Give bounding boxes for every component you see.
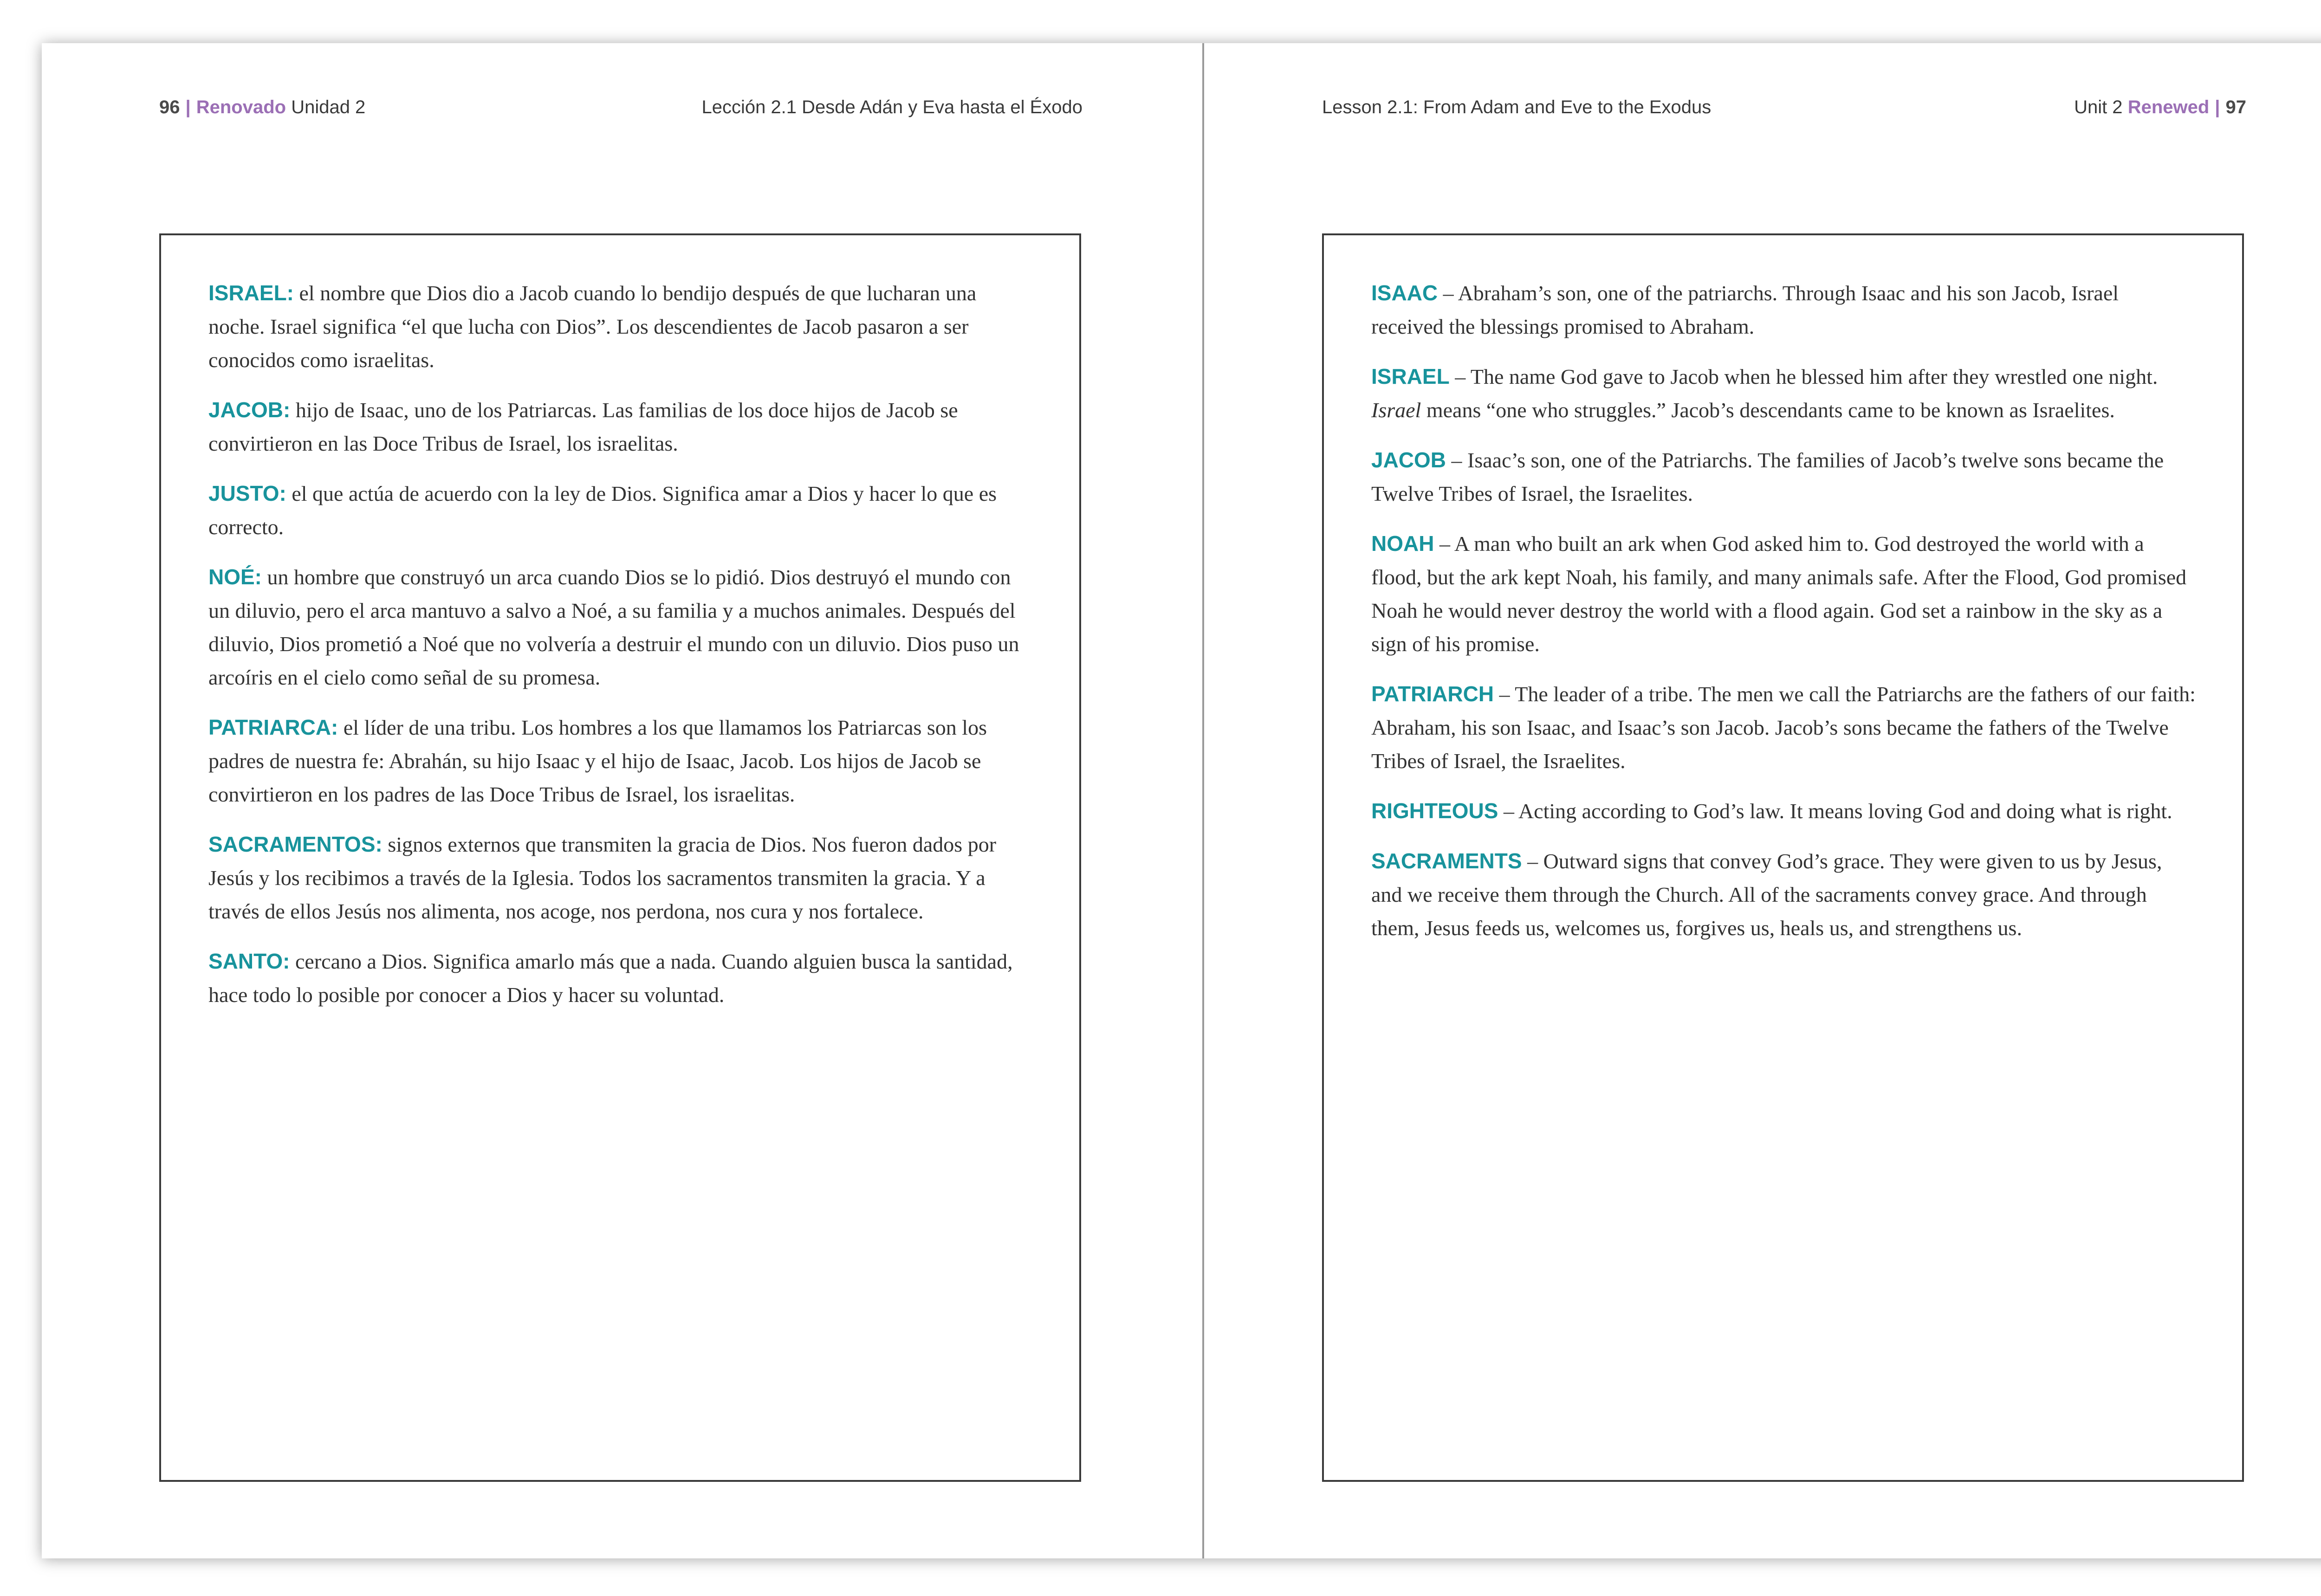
glossary-entry — [1371, 844, 2196, 945]
glossary-term: SACRAMENTOS: — [208, 832, 383, 856]
glossary-definition: un hombre que construyó un arca cuando Dios se lo pidió. Dios destruyó el mundo con un diluvio, pero el arca mantuvo a salvo a Noé, a su familia y a muchos animales. Después del diluvio, Dios prometió a Noé que no volvería a destruir el mundo con un diluvio. Dios puso un arcoíris en el cielo como señal de su promesa. — [208, 565, 1019, 689]
glossary-definition: – A man who built an ark when God asked him to. God destroyed the world with a flood, but the ark kept Noah, his family, and many animals safe. After the Flood, God promised Noah he would never destroy the world with a flood again. God set a rainbow in the sky as a sign of his promise. — [1371, 532, 2187, 656]
glossary-entry — [208, 560, 1033, 694]
right-page-header-right — [2074, 98, 2246, 116]
glossary-definition: – The name God gave to Jacob when he blessed him after they wrestled one night. — [1455, 365, 2158, 388]
glossary-definition: el líder de una tribu. Los hombres a los que llamamos los Patriarcas son los padres de nuestra fe: Abrahán, su hijo Isaac y el hijo de Isaac, Jacob. Los hijos de Jacob se convirtieron en los padres de las Doce Tribus de Israel, los israelitas. — [208, 716, 987, 806]
glossary-entry — [208, 711, 1033, 811]
glossary-term: JACOB — [1371, 448, 1446, 472]
glossary-term: PATRIARCA: — [208, 715, 338, 739]
glossary-box-english — [1322, 233, 2244, 1482]
glossary-emphasis: Israel — [1371, 398, 1421, 422]
lesson-title: Lesson 2.1: From Adam and Eve to the Exodus — [1322, 97, 1712, 117]
unit-label: Unidad 2 — [291, 97, 366, 117]
glossary-entry — [208, 477, 1033, 544]
glossary-definition: – Isaac’s son, one of the Patriarchs. The families of Jacob’s twelve sons became the Twelve Tribes of Israel, the Israelites. — [1371, 448, 2164, 505]
glossary-definition: el nombre que Dios dio a Jacob cuando lo bendijo después de que lucharan una noche. Israel significa “el que lucha con Dios”. Los descendientes de Jacob pasaron a ser conocidos como israelitas. — [208, 281, 977, 372]
glossary-term: JACOB: — [208, 398, 291, 422]
glossary-term: ISRAEL — [1371, 364, 1450, 388]
glossary-entry — [1371, 443, 2196, 510]
glossary-definition: signos externos que transmiten la gracia de Dios. Nos fueron dados por Jesús y los recibimos a través de la Iglesia. Todos los sacramentos transmiten la gracia. Y a través de ellos Jesús nos alimenta, nos acoge, nos perdona, nos cura y nos fortalece. — [208, 833, 997, 923]
left-page-header-left — [159, 98, 365, 116]
glossary-box-spanish — [159, 233, 1081, 1482]
glossary-definition: el que actúa de acuerdo con la ley de Dios. Significa amar a Dios y hacer lo que es correcto. — [208, 482, 997, 539]
lesson-title: Lección 2.1 Desde Adán y Eva hasta el Éxodo — [701, 97, 1083, 117]
glossary-definition: hijo de Isaac, uno de los Patriarcas. Las familias de los doce hijos de Jacob se convirtieron en las Doce Tribus de Israel, los israelitas. — [208, 398, 958, 455]
header-separator: | — [185, 97, 191, 117]
glossary-term: NOÉ: — [208, 565, 262, 589]
unit-label: Unit 2 — [2074, 97, 2123, 117]
page-number: 96 — [159, 97, 180, 117]
glossary-definition: – The leader of a tribe. The men we call the Patriarchs are the fathers of our faith: Abraham, his son Isaac, and Isaac’s son Jacob. Jacob’s sons became the fathers of the Twelve Tribes of Israel, the Israelites. — [1371, 682, 2196, 773]
glossary-term: ISRAEL: — [208, 281, 294, 305]
glossary-term: NOAH — [1371, 531, 1434, 556]
glossary-term: JUSTO: — [208, 481, 286, 505]
glossary-definition: cercano a Dios. Significa amarlo más que a nada. Cuando alguien busca la santidad, hace todo lo posible por conocer a Dios y hacer su voluntad. — [208, 950, 1013, 1007]
glossary-entry — [1371, 276, 2196, 343]
glossary-entry — [208, 944, 1033, 1012]
glossary-term: SANTO: — [208, 949, 290, 973]
glossary-entry — [208, 276, 1033, 377]
glossary-entry — [208, 393, 1033, 460]
glossary-term: SACRAMENTS — [1371, 849, 1522, 873]
glossary-term: ISAAC — [1371, 281, 1438, 305]
left-page — [42, 43, 1202, 1558]
glossary-entry — [1371, 360, 2196, 427]
glossary-term: PATRIARCH — [1371, 682, 1494, 706]
right-page — [1204, 43, 2321, 1558]
glossary-entry — [1371, 527, 2196, 661]
page-number: 97 — [2225, 97, 2246, 117]
glossary-definition: – Abraham’s son, one of the patriarchs. Through Isaac and his son Jacob, Israel received the blessings promised to Abraham. — [1371, 281, 2119, 338]
glossary-entry — [208, 827, 1033, 928]
glossary-entry — [1371, 677, 2196, 778]
glossary-definition: means “one who struggles.” Jacob’s descendants came to be known as Israelites. — [1421, 398, 2115, 422]
header-separator: | — [2215, 97, 2220, 117]
brand-name: Renewed — [2127, 97, 2210, 117]
glossary-entry — [1371, 794, 2196, 828]
glossary-definition: – Outward signs that convey God’s grace. They were given to us by Jesus, and we receive them through the Church. All of the sacraments convey grace. And through them, Jesus feeds us, welcomes us, forgives us, heals us, and strengthens us. — [1371, 849, 2162, 940]
book-spread — [42, 43, 2321, 1558]
glossary-definition: – Acting according to God’s law. It means loving God and doing what is right. — [1503, 799, 2172, 823]
glossary-term: RIGHTEOUS — [1371, 799, 1498, 823]
brand-name: Renovado — [196, 97, 286, 117]
